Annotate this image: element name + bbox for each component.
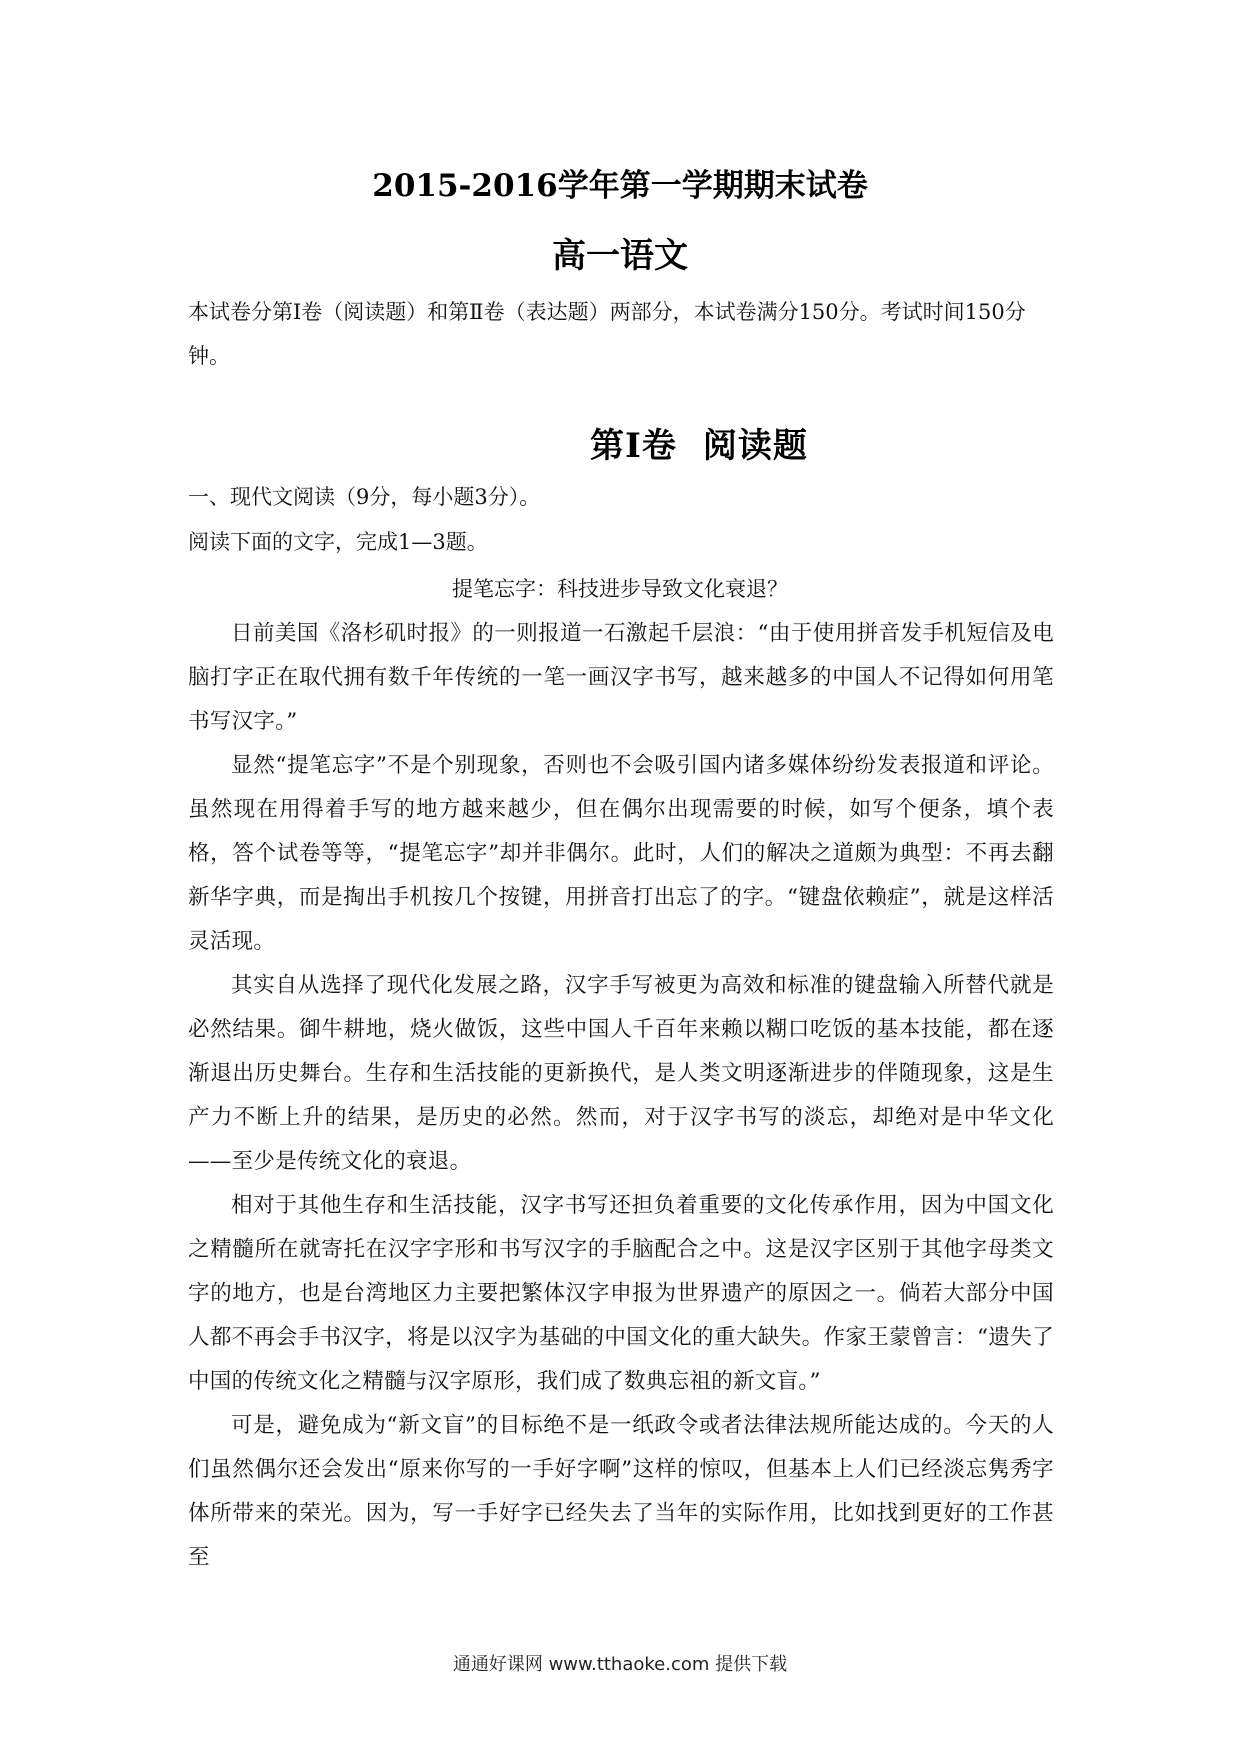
article-paragraph: 其实自从选择了现代化发展之路，汉字手写被更为高效和标准的键盘输入所替代就是必然结果。御牛耕地，烧火做饭，这些中国人千百年来赖以糊口吃饭的基本技能，都在逐渐退出历史舞台。生存和生活技能的更新换代，是人类文明逐渐进步的伴随现象，这是生产力不断上升的结果，是历史的必然。然而，对于汉字书写的淡忘，却绝对是中华文化——至少是传统文化的衰退。: [188, 973, 1054, 1174]
article-paragraph: 可是，避免成为“新文盲”的目标绝不是一纸政令或者法律法规所能达成的。今天的人们虽然偶尔还会发出“原来你写的一手好字啊”这样的惊叹，但基本上人们已经淡忘隽秀字体所带来的荣光。因为，写一手好字已经失去了当年的实际作用，比如找到更好的工作甚至: [188, 1413, 1054, 1570]
exam-intro: 本试卷分第Ⅰ卷（阅读题）和第Ⅱ卷（表达题）两部分，本试卷满分150分。考试时间150分钟。: [188, 300, 1026, 368]
section-name: 阅读题: [702, 426, 808, 466]
article-paragraph: 日前美国《洛杉矶时报》的一则报道一石激起千层浪：“由于使用拼音发手机短信及电脑打字正在取代拥有数千年传统的一笔一画汉字书写，越来越多的中国人不记得如何用笔书写汉字。”: [188, 621, 1054, 734]
question-instruction: 阅读下面的文字，完成1—3题。: [188, 530, 488, 554]
exam-title: 2015-2016学年第一学期期末试卷: [372, 168, 868, 204]
article-paragraph: 显然“提笔忘字”不是个别现象，否则也不会吸引国内诸多媒体纷纷发表报道和评论。虽然现在用得着手写的地方越来越少，但在偶尔出现需要的时候，如写个便条，填个表格，答个试卷等等，“提笔忘字”却并非偶尔。此时，人们的解决之道颇为典型：不再去翻新华字典，而是掏出手机按几个按键，用拼音打出忘了的字。“键盘依赖症”，就是这样活灵活现。: [188, 753, 1054, 954]
subject-title: 高一语文: [552, 236, 688, 276]
article-title: 提笔忘字：科技进步导致文化衰退？: [452, 577, 788, 601]
page-footer: 通通好课网 www.tthaoke.com 提供下载: [452, 1654, 788, 1675]
question-heading: 一、现代文阅读（9分，每小题3分）。: [188, 485, 541, 509]
article-body: [188, 612, 1054, 1580]
section-title: [590, 418, 808, 467]
section-part: 第Ⅰ卷: [590, 426, 677, 466]
article-paragraph: 相对于其他生存和生活技能，汉字书写还担负着重要的文化传承作用，因为中国文化之精髓所在就寄托在汉字字形和书写汉字的手脑配合之中。这是汉字区别于其他字母类文字的地方，也是台湾地区力主要把繁体汉字申报为世界遗产的原因之一。倘若大部分中国人都不再会手书汉字，将是以汉字为基础的中国文化的重大缺失。作家王蒙曾言：“遗失了中国的传统文化之精髓与汉字原形，我们成了数典忘祖的新文盲。”: [188, 1193, 1054, 1394]
